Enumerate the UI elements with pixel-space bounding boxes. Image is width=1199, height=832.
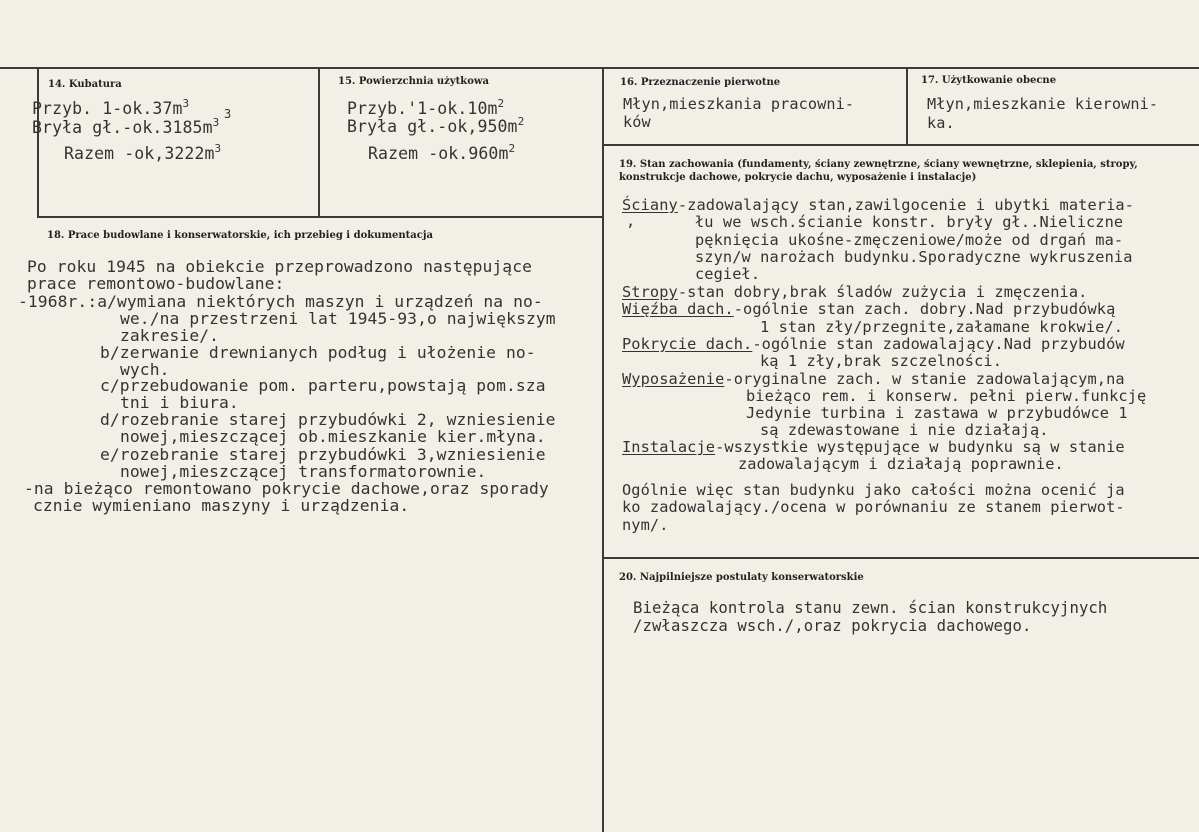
- left-inner-border: [37, 67, 39, 217]
- uzytkowanie-line-2: ka.: [927, 114, 955, 132]
- stan-sciany-line-1: Ściany-zadowalający stan,zawilgocenie i ubytki materia-: [622, 196, 1135, 214]
- stan-wiezba-title: Więźba dach.: [622, 300, 734, 318]
- prace-line-12: e/rozebranie starej przybudówki 3,wzniesienie: [100, 445, 546, 464]
- divider-14-15: [318, 67, 320, 217]
- stan-sciany-title: Ściany: [622, 196, 678, 214]
- postulaty-line-1: Bieżąca kontrola stanu zewn. ścian konstrukcyjnych: [633, 599, 1108, 617]
- stan-sciany-line-3: pęknięcia ukośne-zmęczeniowe/może od drgań ma-: [695, 231, 1124, 249]
- divider-16-17: [906, 67, 908, 145]
- prace-line-9: tni i biura.: [120, 393, 239, 412]
- stan-wiezba-line-1: Więźba dach.-ogólnie stan zach. dobry.Nad przybudówką: [622, 300, 1116, 318]
- center-divider: [602, 67, 604, 832]
- prace-line-1: Po roku 1945 na obiekcie przeprowadzono następujące: [27, 257, 533, 276]
- przeznaczenie-label: 16. Przeznaczenie pierwotne: [620, 77, 781, 88]
- prace-label: 18. Prace budowlane i konserwatorskie, ich przebieg i dokumentacja: [47, 230, 433, 241]
- uzytkowanie-label: 17. Użytkowanie obecne: [921, 75, 1057, 86]
- stan-sciany-line-4: szyn/w narożach budynku.Sporadyczne wykruszenia: [695, 248, 1133, 266]
- przeznaczenie-line-1: Młyn,mieszkania pracowni-: [623, 95, 855, 113]
- stan-pokrycie-line-1: Pokrycie dach.-ogólnie stan zadowalający.Nad przybudów: [622, 335, 1125, 353]
- stan-label: 19. Stan zachowania (fundamenty, ściany zewnętrzne, ściany wewnętrzne, sklepienia, stropy, konstrukcje dachowe, pokrycie dachu, wyposażenie i instalacje): [619, 159, 1138, 183]
- stan-wyposazenie-line-2: bieżąco rem. i konserw. pełni pierw.funkcję: [746, 387, 1147, 405]
- prace-line-8: c/przebudowanie pom. parteru,powstają pom.sza: [100, 376, 546, 395]
- stan-pokrycie-line-2: ką 1 zły,brak szczelności.: [760, 352, 1003, 370]
- kubatura-side-superscript: 3: [224, 107, 232, 121]
- stan-wyposazenie-title: Wyposażenie: [622, 370, 725, 388]
- powierzchnia-line-1: $Przyb.'1-ok.10m^2$: [347, 97, 505, 118]
- divider-16-19: [603, 144, 1199, 146]
- powierzchnia-label: 15. Powierzchnia użytkowa: [338, 76, 489, 87]
- postulaty-label: 20. Najpilniejsze postulaty konserwatorskie: [619, 572, 864, 583]
- prace-line-10: d/rozebranie starej przybudówki 2, wzniesienie: [100, 410, 556, 429]
- uzytkowanie-line-1: Młyn,mieszkanie kierowni-: [927, 95, 1159, 113]
- stan-sciany-line-5: cegieł.: [695, 265, 761, 283]
- stan-stropy-title: Stropy: [622, 283, 678, 301]
- stan-wyposazenie-line-4: są zdewastowane i nie działają.: [760, 421, 1049, 439]
- prace-line-14: -na bieżąco remontowano pokrycie dachowe,oraz sporady: [24, 479, 549, 498]
- prace-line-7: wych.: [120, 360, 170, 379]
- top-border: [0, 67, 1199, 69]
- prace-line-5: zakresie/.: [120, 326, 220, 345]
- row-divider-left: [37, 216, 603, 218]
- przeznaczenie-line-2: ków: [623, 113, 651, 131]
- stan-instalacje-title: Instalacje: [622, 438, 716, 456]
- kubatura-label: 14. Kubatura: [48, 79, 122, 90]
- powierzchnia-line-2: Bryła $gł.-ok,950m^2$: [347, 115, 525, 136]
- kubatura-line-2: Bryła $gł.-ok.3185m^3$: [32, 116, 220, 137]
- powierzchnia-total: Razem $-ok.960m^2$: [368, 142, 516, 163]
- stan-instalacje-line-1: Instalacje-wszystkie występujące w budynku są w stanie: [622, 438, 1125, 456]
- stan-wiezba-line-2: 1 stan zły/przegnite,załamane krokwie/.: [760, 318, 1124, 336]
- stan-stropy-line: Stropy-stan dobry,brak śladów zużycia i zmęczenia.: [622, 283, 1088, 301]
- stan-summary-line-2: ko zadowalający./ocena w porównaniu ze stanem pierwot-: [622, 498, 1125, 516]
- prace-line-3: -1968r.:a/wymiana niektórych maszyn i urządzeń na no-: [18, 292, 543, 311]
- prace-line-11: nowej,mieszczącej ob.mieszkanie kier.młyna.: [120, 427, 546, 446]
- stan-summary-line-3: nym/.: [622, 516, 669, 534]
- prace-line-15: cznie wymieniano maszyny i urządzenia.: [33, 496, 410, 515]
- prace-line-6: b/zerwanie drewnianych podług i ułożenie no-: [100, 343, 536, 362]
- stan-instalacje-line-2: zadowalającym i działają poprawnie.: [738, 455, 1064, 473]
- prace-line-4: we./na przestrzeni lat 1945-93,o największym: [120, 309, 556, 328]
- stan-sciany-line-2: łu we wsch.ścianie konstr. bryły gł..Nieliczne: [695, 213, 1124, 231]
- divider-19-20: [603, 557, 1199, 559]
- kubatura-total: Razem $-ok,3222m^3$: [64, 142, 222, 163]
- stan-sciany-mark: ,: [626, 212, 636, 230]
- stan-wyposazenie-line-3: Jedynie turbina i zastawa w przybudówce 1: [746, 404, 1128, 422]
- stan-pokrycie-title: Pokrycie dach.: [622, 335, 753, 353]
- stan-summary-line-1: Ogólnie więc stan budynku jako całości można ocenić ja: [622, 481, 1125, 499]
- prace-line-13: nowej,mieszczącej transformatorownie.: [120, 462, 487, 481]
- kubatura-line-1: Przyb. $1-ok.37m^3$: [32, 97, 190, 118]
- prace-line-2: prace remontowo-budowlane:: [27, 274, 285, 293]
- stan-wyposazenie-line-1: Wyposażenie-oryginalne zach. w stanie zadowalającym,na: [622, 370, 1125, 388]
- postulaty-line-2: /zwłaszcza wsch./,oraz pokrycia dachowego.: [633, 617, 1032, 635]
